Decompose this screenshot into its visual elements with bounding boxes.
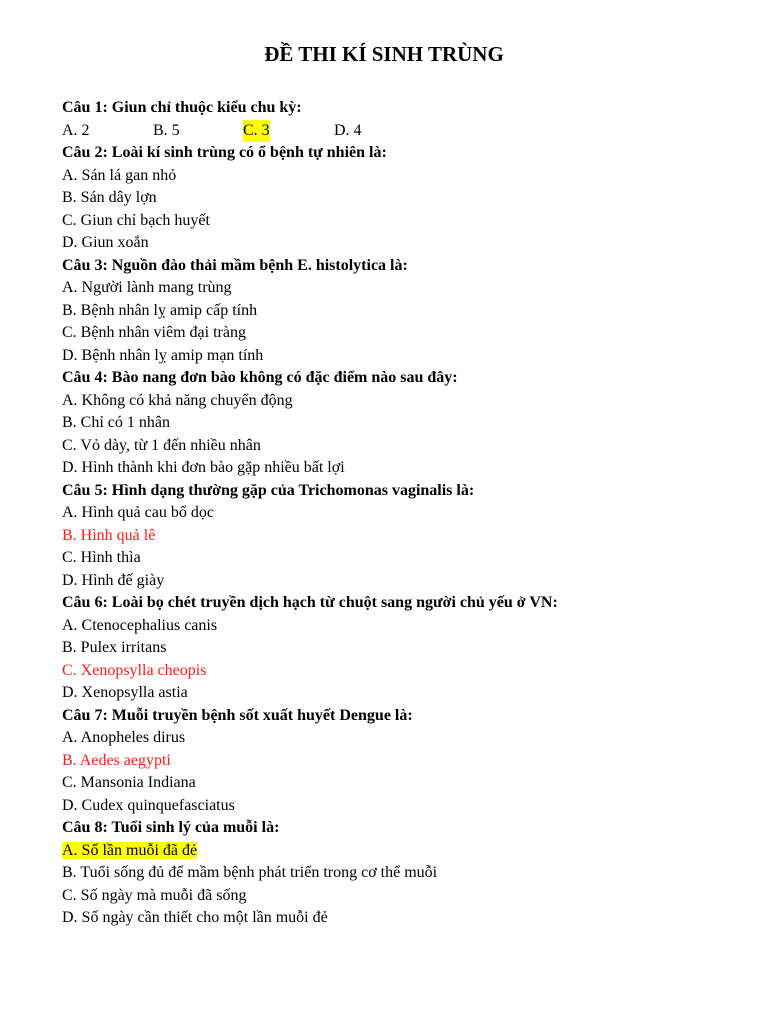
option-8b: B. Tuổi sống đủ để mầm bệnh phát triển trong cơ thể muỗi xyxy=(62,864,438,881)
question-list xyxy=(62,97,742,930)
option-5a: A. Hình quả cau bổ dọc xyxy=(62,504,214,521)
page-title: ĐỀ THI KÍ SINH TRÙNG xyxy=(264,42,504,66)
question-8: Câu 8: Tuổi sinh lý của muỗi là: xyxy=(62,819,280,836)
option-3d: D. Bệnh nhân lỵ amip mạn tính xyxy=(62,346,264,364)
question-5: Câu 5: Hình dạng thường gặp của Trichomonas vaginalis là: xyxy=(62,481,475,499)
option-1a: A. 2 xyxy=(62,121,90,139)
question-7: Câu 7: Muỗi truyền bệnh sốt xuất huyết Dengue là: xyxy=(62,706,413,724)
option-4a: A. Không có khả năng chuyển động xyxy=(62,391,293,409)
option-4c: C. Vỏ dày, từ 1 đến nhiều nhân xyxy=(62,436,261,454)
option-6d: D. Xenopsylla astia xyxy=(62,684,188,701)
option-4b: B. Chỉ có 1 nhân xyxy=(62,414,170,431)
option-7c: C. Mansonia Indiana xyxy=(62,774,196,791)
option-5b-answer: B. Hình quả lê xyxy=(62,526,156,544)
question-1: Câu 1: Giun chỉ thuộc kiểu chu kỳ: xyxy=(62,99,302,116)
option-7b-answer: B. Aedes aegypti xyxy=(62,751,171,769)
option-2b: B. Sán dây lợn xyxy=(62,189,157,206)
option-1b: B. 5 xyxy=(153,121,180,139)
option-3a: A. Người lành mang trùng xyxy=(62,279,232,296)
question-4: Câu 4: Bào nang đơn bào không có đặc điểm nào sau đây: xyxy=(62,369,458,386)
option-2a: A. Sán lá gan nhỏ xyxy=(62,166,177,184)
option-3c: C. Bệnh nhân viêm đại tràng xyxy=(62,324,246,341)
option-2d: D. Giun xoắn xyxy=(62,234,149,251)
question-3: Câu 3: Nguồn đào thải mầm bệnh E. histolytica là: xyxy=(62,256,408,274)
option-3b: B. Bệnh nhân lỵ amip cấp tính xyxy=(62,301,258,319)
option-8d: D. Số ngày cần thiết cho một lần muỗi đẻ xyxy=(62,909,328,926)
question-1-options xyxy=(62,120,742,143)
option-8c: C. Số ngày mà muỗi đã sống xyxy=(62,886,247,904)
option-2c: C. Giun chỉ bạch huyết xyxy=(62,211,210,229)
option-1c-highlighted: C. 3 xyxy=(243,120,270,143)
option-5d: D. Hình đế giày xyxy=(62,571,165,589)
option-5c: C. Hình thìa xyxy=(62,549,141,566)
option-8a-highlighted: A. Số lần muỗi đã đẻ xyxy=(62,841,198,859)
option-7d: D. Cudex quinquefasciatus xyxy=(62,796,235,814)
question-6: Câu 6: Loài bọ chét truyền dịch hạch từ chuột sang người chủ yếu ở VN: xyxy=(62,594,558,611)
option-6b: B. Pulex irritans xyxy=(62,639,167,656)
option-1d: D. 4 xyxy=(334,121,362,139)
option-6a: A. Ctenocephalius canis xyxy=(62,616,218,634)
question-2: Câu 2: Loài kí sinh trùng có ổ bệnh tự nhiên là: xyxy=(62,144,387,161)
option-7a: A. Anopheles dirus xyxy=(62,729,186,746)
option-6c-answer: C. Xenopsylla cheopis xyxy=(62,661,207,679)
option-4d: D. Hình thành khi đơn bào gặp nhiều bất lợi xyxy=(62,459,345,476)
